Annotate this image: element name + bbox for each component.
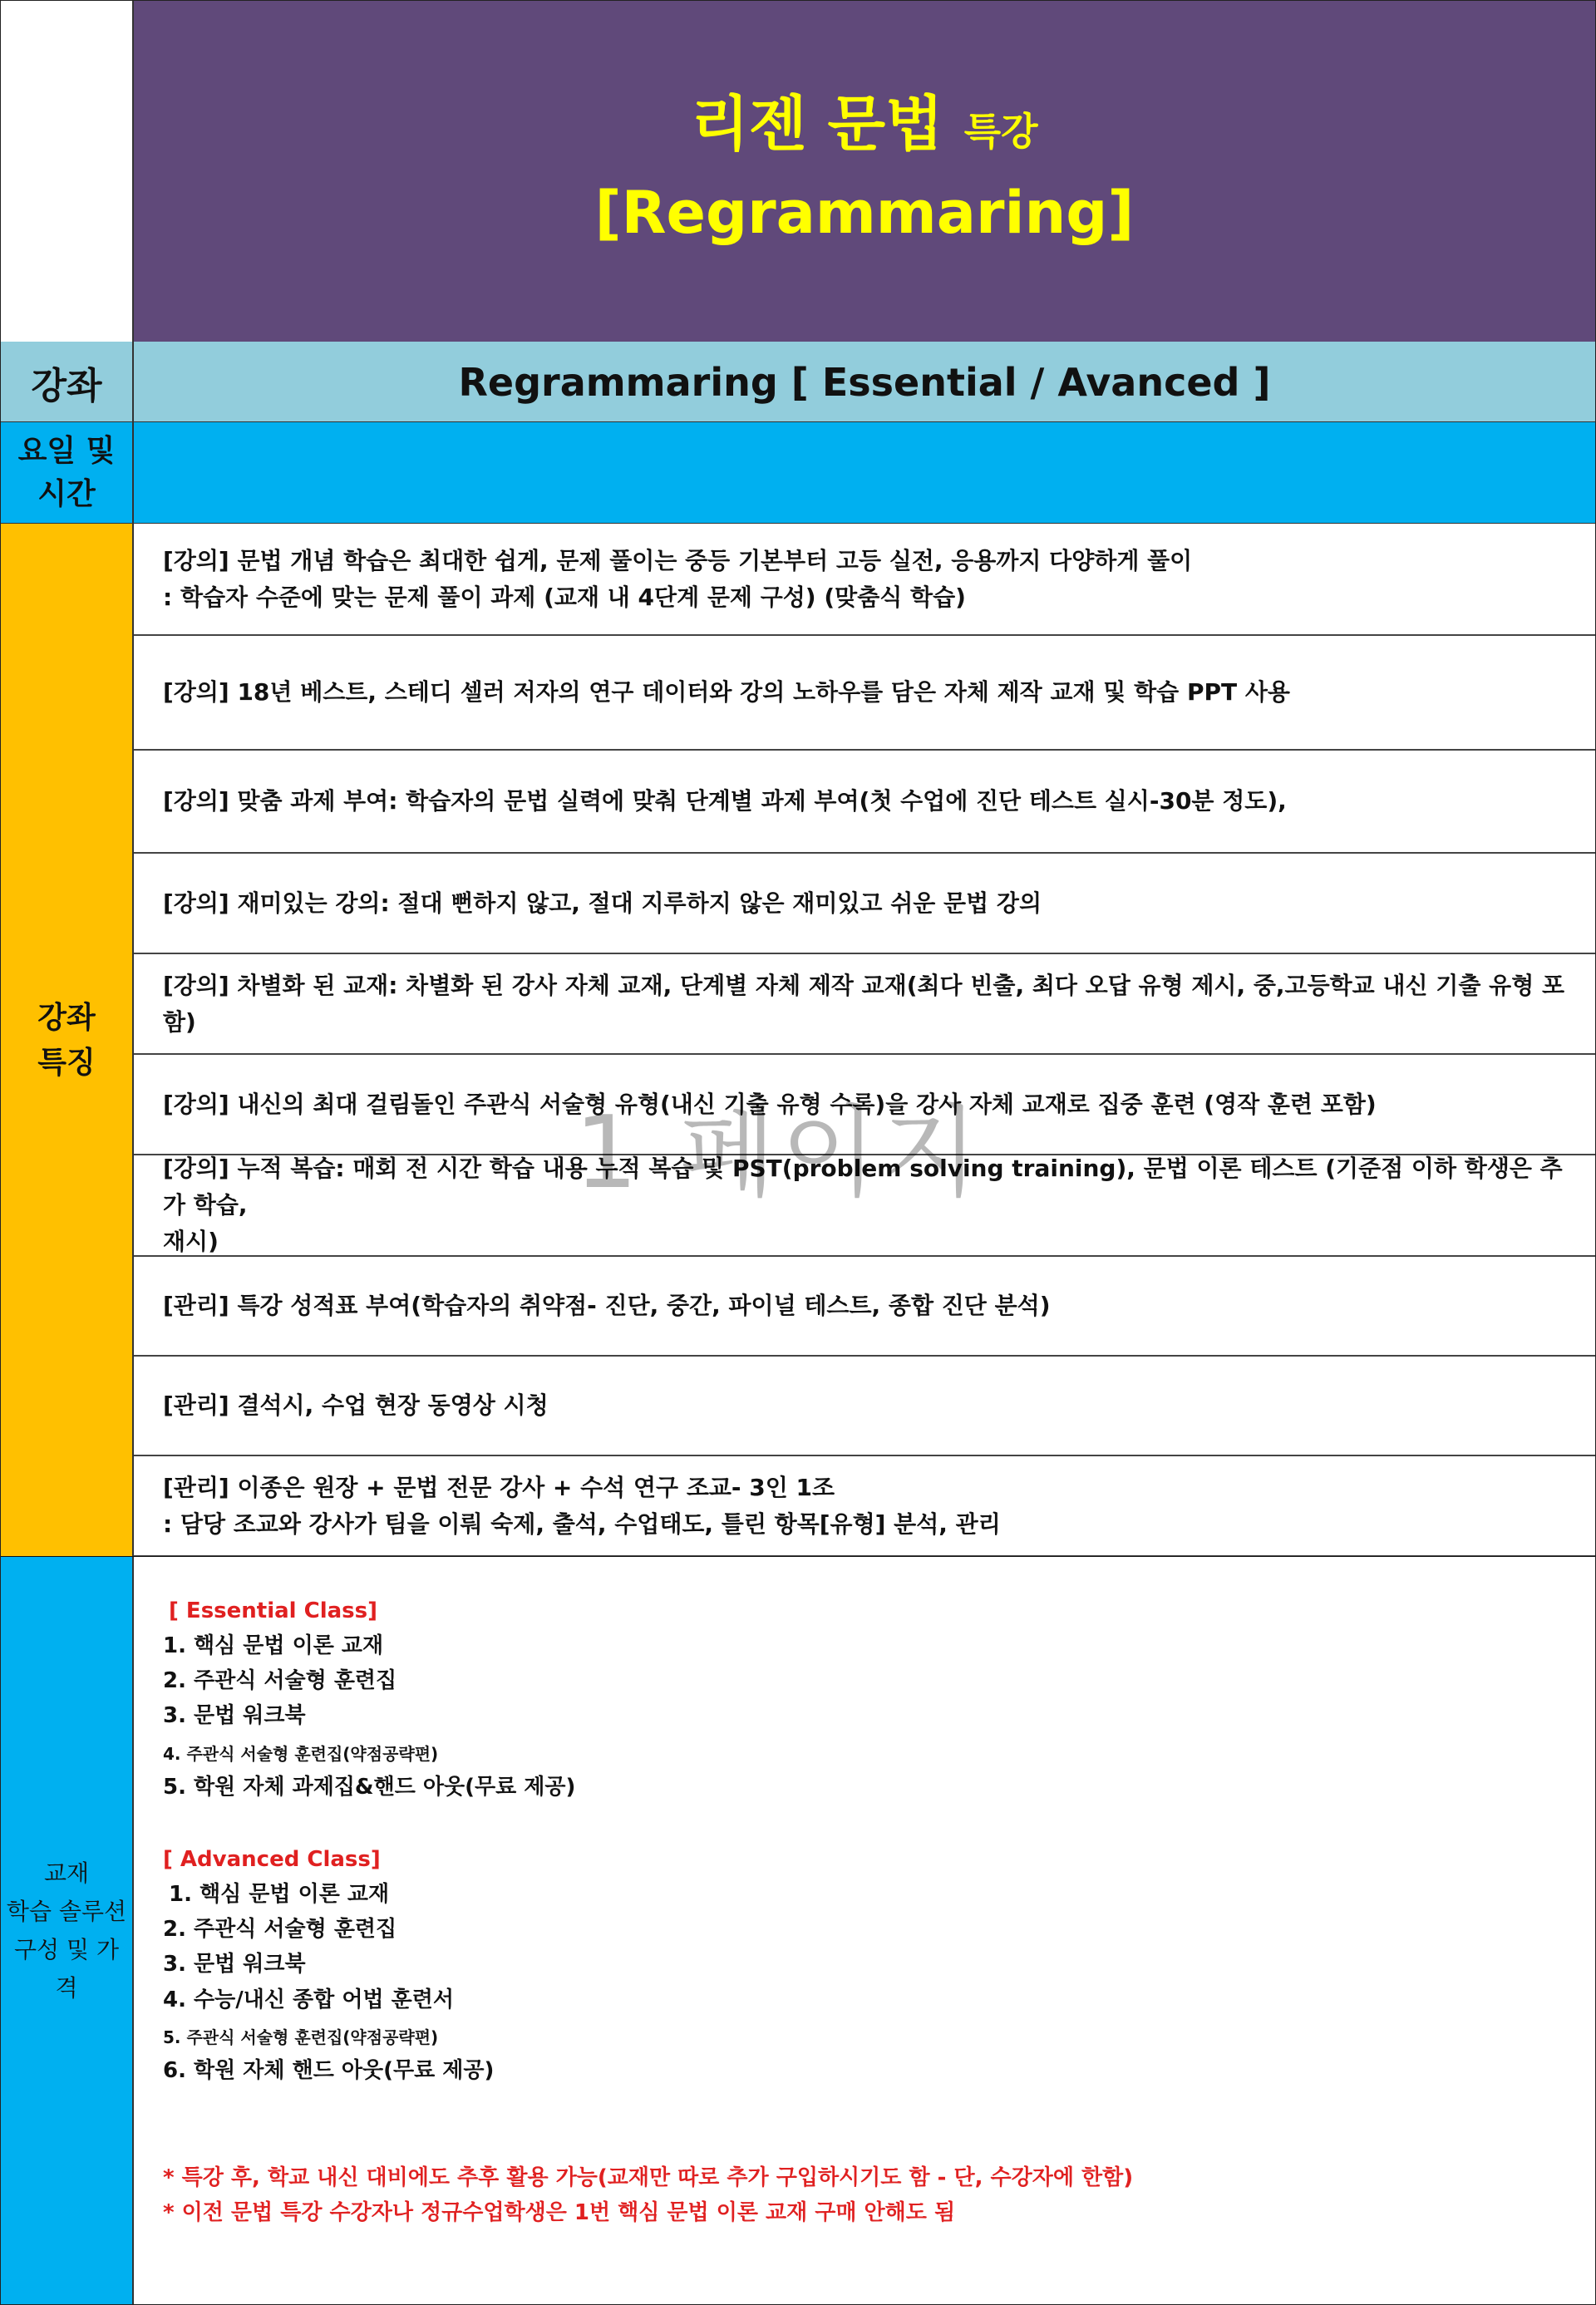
feature-text: [강의] 내신의 최대 걸림돌인 주관식 서술형 유형(내신 기출 유형 수록)을 강사 자체 교재로 집중 훈련 (영작 훈련 포함) <box>163 1090 1377 1118</box>
feature-text: [강의] 문법 개념 학습은 최대한 쉽게, 문제 풀이는 중등 기본부터 고등 실전, 응용까지 다양하게 풀이 <box>163 546 1193 574</box>
books-label <box>1 1557 134 2304</box>
advanced-item: 2. 주관식 서술형 훈련집 <box>163 1917 397 1942</box>
schedule-value <box>134 422 1595 524</box>
advanced-class-title: [ Advanced Class] <box>163 1847 381 1872</box>
advanced-item: 3. 문법 워크북 <box>163 1952 306 1977</box>
books-label-line1: 교재 <box>43 1859 90 1887</box>
page-watermark: 1 페이지 <box>574 1096 984 1211</box>
feature-text: 재시) <box>163 1228 219 1255</box>
essential-item: 2. 주관식 서술형 훈련집 <box>163 1668 397 1693</box>
feature-row <box>134 854 1595 954</box>
feature-row <box>134 751 1595 854</box>
advanced-item: 4. 수능/내신 종합 어법 훈련서 <box>163 1987 454 2012</box>
feature-text: 함) <box>163 1007 196 1036</box>
advanced-item: 6. 학원 자체 핸드 아웃(무료 제공) <box>163 2058 495 2083</box>
features-label <box>1 524 134 1557</box>
features-label-line2: 특징 <box>37 1045 96 1080</box>
schedule-label-line2: 시간 <box>37 477 96 511</box>
advanced-item: 1. 핵심 문법 이론 교재 <box>169 1882 390 1907</box>
feature-row <box>134 954 1595 1055</box>
feature-text: [강의] 차별화 된 교재: 차별화 된 강사 자체 교재, 단계별 자체 제작 교재(최다 빈출, 최다 오답 유형 제시, 중,고등학교 내신 기출 유형 포 <box>163 971 1565 999</box>
schedule-label-line1: 요일 및 <box>17 434 116 468</box>
essential-item: 3. 문법 워크북 <box>163 1703 306 1728</box>
feature-row <box>134 1257 1595 1357</box>
note: * 특강 후, 학교 내신 대비에도 추후 활용 가능(교재만 따로 추가 구입하시기도 함 - 단, 수강자에 한함) <box>163 2165 1134 2190</box>
feature-text: [강의] 재미있는 강의: 절대 뻔하지 않고, 절대 지루하지 않은 재미있고 쉬운 문법 강의 <box>163 889 1042 917</box>
features-label-line1: 강좌 <box>37 1000 96 1035</box>
feature-row <box>134 636 1595 751</box>
feature-text: : 담당 조교와 강사가 팀을 이뤄 숙제, 출석, 수업태도, 틀린 항목[유형] 분석, 관리 <box>163 1510 1001 1538</box>
header-title <box>134 91 1595 165</box>
feature-text: [관리] 결석시, 수업 현장 동영상 시청 <box>163 1391 549 1419</box>
essential-item: 1. 핵심 문법 이론 교재 <box>163 1633 384 1658</box>
header-banner <box>134 1 1595 342</box>
books-content <box>134 1557 1595 2304</box>
features-list <box>134 524 1595 1557</box>
books-label-line4: 격 <box>55 1973 78 2002</box>
feature-text: [강의] 누적 복습: 매회 전 시간 학습 내용 누적 복습 및 PST(problem solving training), 문법 이론 테스트 (기준점 이하 학생은 추가 학습, <box>163 1155 1563 1219</box>
feature-row <box>134 1456 1595 1557</box>
feature-text: [관리] 특강 성적표 부여(학습자의 취약점- 진단, 중간, 파이널 테스트, 종합 진단 분석) <box>163 1292 1051 1319</box>
header-title-en: [Regrammaring] <box>594 179 1135 247</box>
note: * 이전 문법 특강 수강자나 정규수업학생은 1번 핵심 문법 이론 교재 구매 안해도 됨 <box>163 2200 956 2225</box>
schedule-label <box>1 422 134 524</box>
feature-text: [관리] 이종은 원장 + 문법 전문 강사 + 수석 연구 조교- 3인 1조 <box>163 1473 835 1501</box>
books-label-line3: 구성 및 가 <box>14 1935 119 1963</box>
header-left-blank <box>1 1 134 342</box>
feature-text: [강의] 맞춤 과제 부여: 학습자의 문법 실력에 맞춰 단계별 과제 부여(첫 수업에 진단 테스트 실시-30분 정도), <box>163 787 1287 815</box>
feature-text: : 학습자 수준에 맞는 문제 풀이 과제 (교재 내 4단계 문제 구성) (맞춤식 학습) <box>163 583 966 611</box>
essential-item: 4. 주관식 서술형 훈련집(약점공략편) <box>163 1744 439 1764</box>
header-title-small: 특강 <box>963 109 1038 154</box>
feature-row <box>134 1357 1595 1456</box>
books-label-line2: 학습 솔루션 <box>6 1897 127 1925</box>
advanced-item: 5. 주관식 서술형 훈련집(약점공략편) <box>163 2027 439 2047</box>
course-label: 강좌 <box>1 342 134 422</box>
course-value: Regrammaring [ Essential / Avanced ] <box>134 342 1595 422</box>
feature-text: [강의] 18년 베스트, 스테디 셀러 저자의 연구 데이터와 강의 노하우를 담은 자체 제작 교재 및 학습 PPT 사용 <box>163 678 1290 706</box>
essential-class-title: [ Essential Class] <box>169 1598 378 1623</box>
feature-row <box>134 524 1595 636</box>
header-title-main: 리젠 문법 <box>691 89 943 159</box>
essential-item: 5. 학원 자체 과제집&핸드 아웃(무료 제공) <box>163 1775 576 1800</box>
